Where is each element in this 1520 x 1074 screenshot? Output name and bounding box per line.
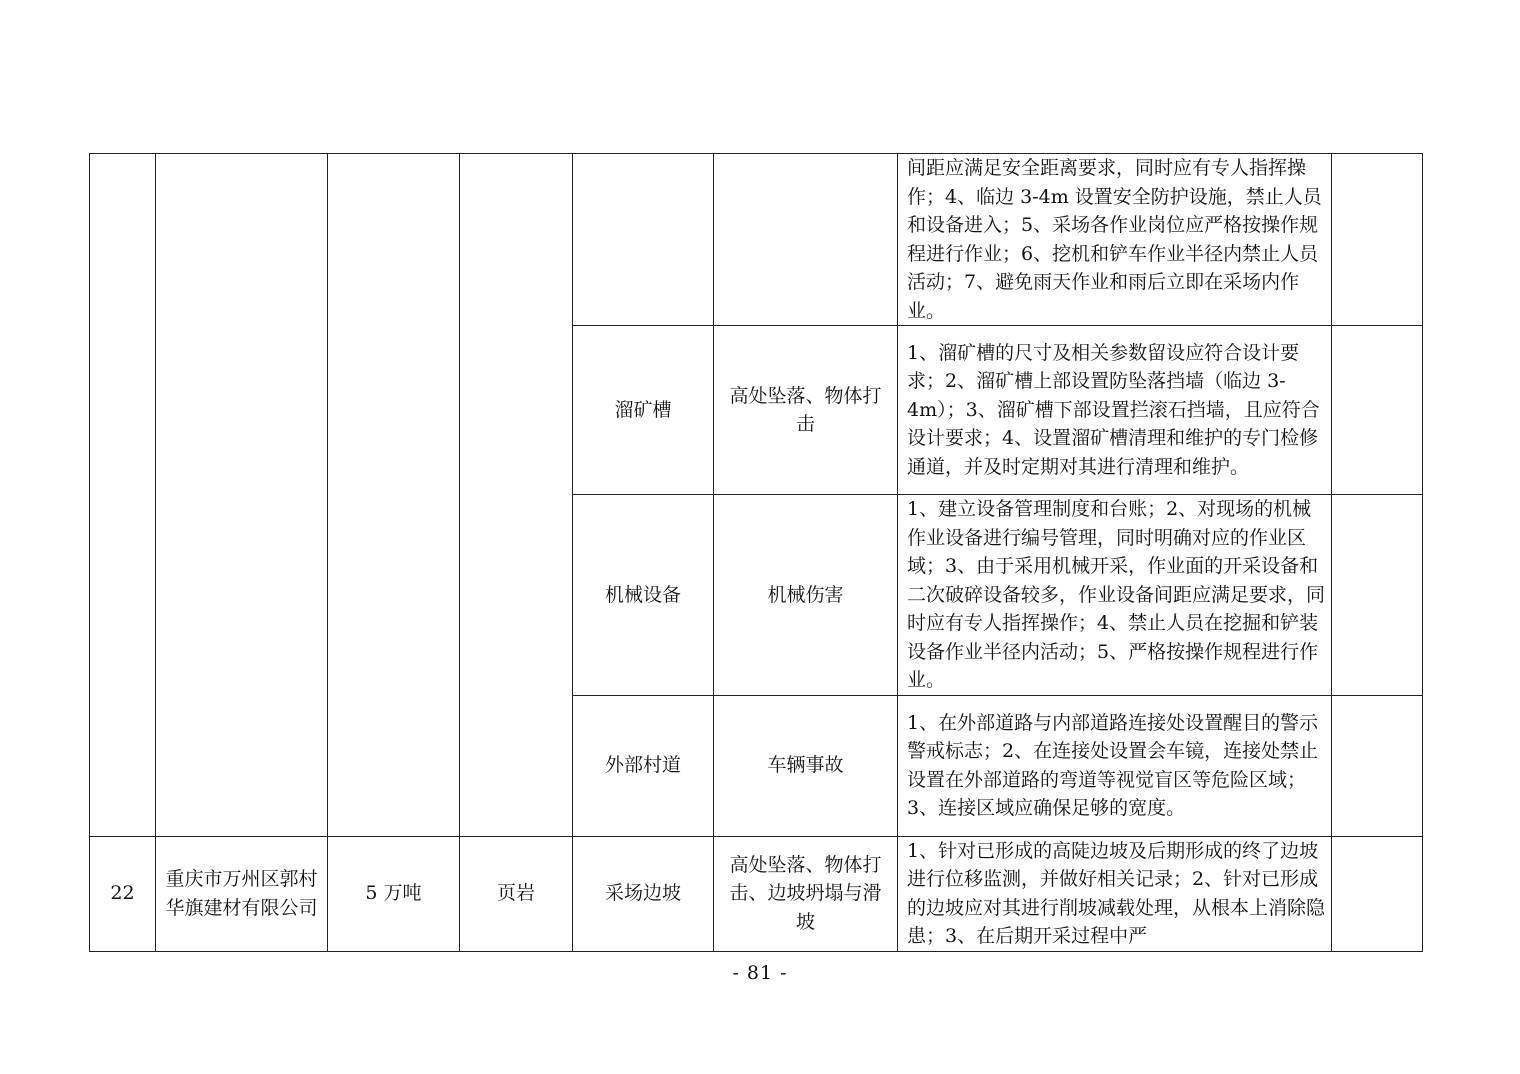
hazard-cell: 高处坠落、物体打击、边坡坍塌与滑坡 (714, 836, 898, 951)
table-row (90, 836, 1423, 951)
hazard-cell: 机械伤害 (714, 495, 898, 696)
location-cell: 采场边坡 (573, 836, 714, 951)
measures-cell: 间距应满足安全距离要求，同时应有专人指挥操作；4、临边 3-4m 设置安全防护设施，禁止人员和设备进入；5、采场各作业岗位应严格按操作规程进行作业；6、挖机和铲车作业半径内禁止人员活动；7、避免雨天作业和雨后立即在采场内作业。 (898, 154, 1332, 326)
company-cell: 重庆市万州区郭村华旗建材有限公司 (156, 836, 328, 951)
hazard-cell: 高处坠落、物体打击 (714, 326, 898, 495)
measures-text: 1、在外部道路与内部道路连接处设置醒目的警示警戒标志；2、在连接处设置会车镜，连接处禁止设置在外部道路的弯道等视觉盲区等危险区域； (907, 711, 1319, 791)
company-cell-merged (156, 154, 328, 837)
location-cell: 溜矿槽 (573, 326, 714, 495)
mineral-cell: 页岩 (460, 836, 573, 951)
measures-cell: 1、针对已形成的高陡边坡及后期形成的终了边坡进行位移监测，并做好相关记录；2、针对已形成的边坡应对其进行削坡减载处理，从根本上消除隐患；3、在后期开采过程中严 (898, 836, 1332, 951)
hazard-cell: 车辆事故 (714, 695, 898, 836)
table-row (90, 154, 1423, 326)
remarks-cell (1332, 326, 1423, 495)
page-number: - 81 - (732, 962, 788, 984)
scale-cell: 5 万吨 (328, 836, 460, 951)
measures-cell: 1、建立设备管理制度和台账；2、对现场的机械作业设备进行编号管理，同时明确对应的作业区域；3、由于采用机械开采，作业面的开采设备和二次破碎设备较多，作业设备间距应满足要求，同时应有专人指挥操作；4、禁止人员在挖掘和铲装设备作业半径内活动；5、严格按操作规程进行作业。 (898, 495, 1332, 696)
no-cell: 22 (90, 836, 156, 951)
measures-cell (898, 695, 1332, 836)
hazard-measures-table (89, 153, 1423, 952)
remarks-cell (1332, 836, 1423, 951)
mineral-cell-merged (460, 154, 573, 837)
measures-text-extra: 3、连接区域应确保足够的宽度。 (907, 797, 1186, 819)
hazard-cell (714, 154, 898, 326)
location-cell: 机械设备 (573, 495, 714, 696)
remarks-cell (1332, 695, 1423, 836)
scale-cell-merged (328, 154, 460, 837)
location-cell (573, 154, 714, 326)
remarks-cell (1332, 154, 1423, 326)
remarks-cell (1332, 495, 1423, 696)
measures-cell: 1、溜矿槽的尺寸及相关参数留设应符合设计要求；2、溜矿槽上部设置防坠落挡墙（临边 3-4m）；3、溜矿槽下部设置拦滚石挡墙，且应符合设计要求；4、设置溜矿槽清理和维护的专门检修通道，并及时定期对其进行清理和维护。 (898, 326, 1332, 495)
location-cell: 外部村道 (573, 695, 714, 836)
no-cell-merged (90, 154, 156, 837)
